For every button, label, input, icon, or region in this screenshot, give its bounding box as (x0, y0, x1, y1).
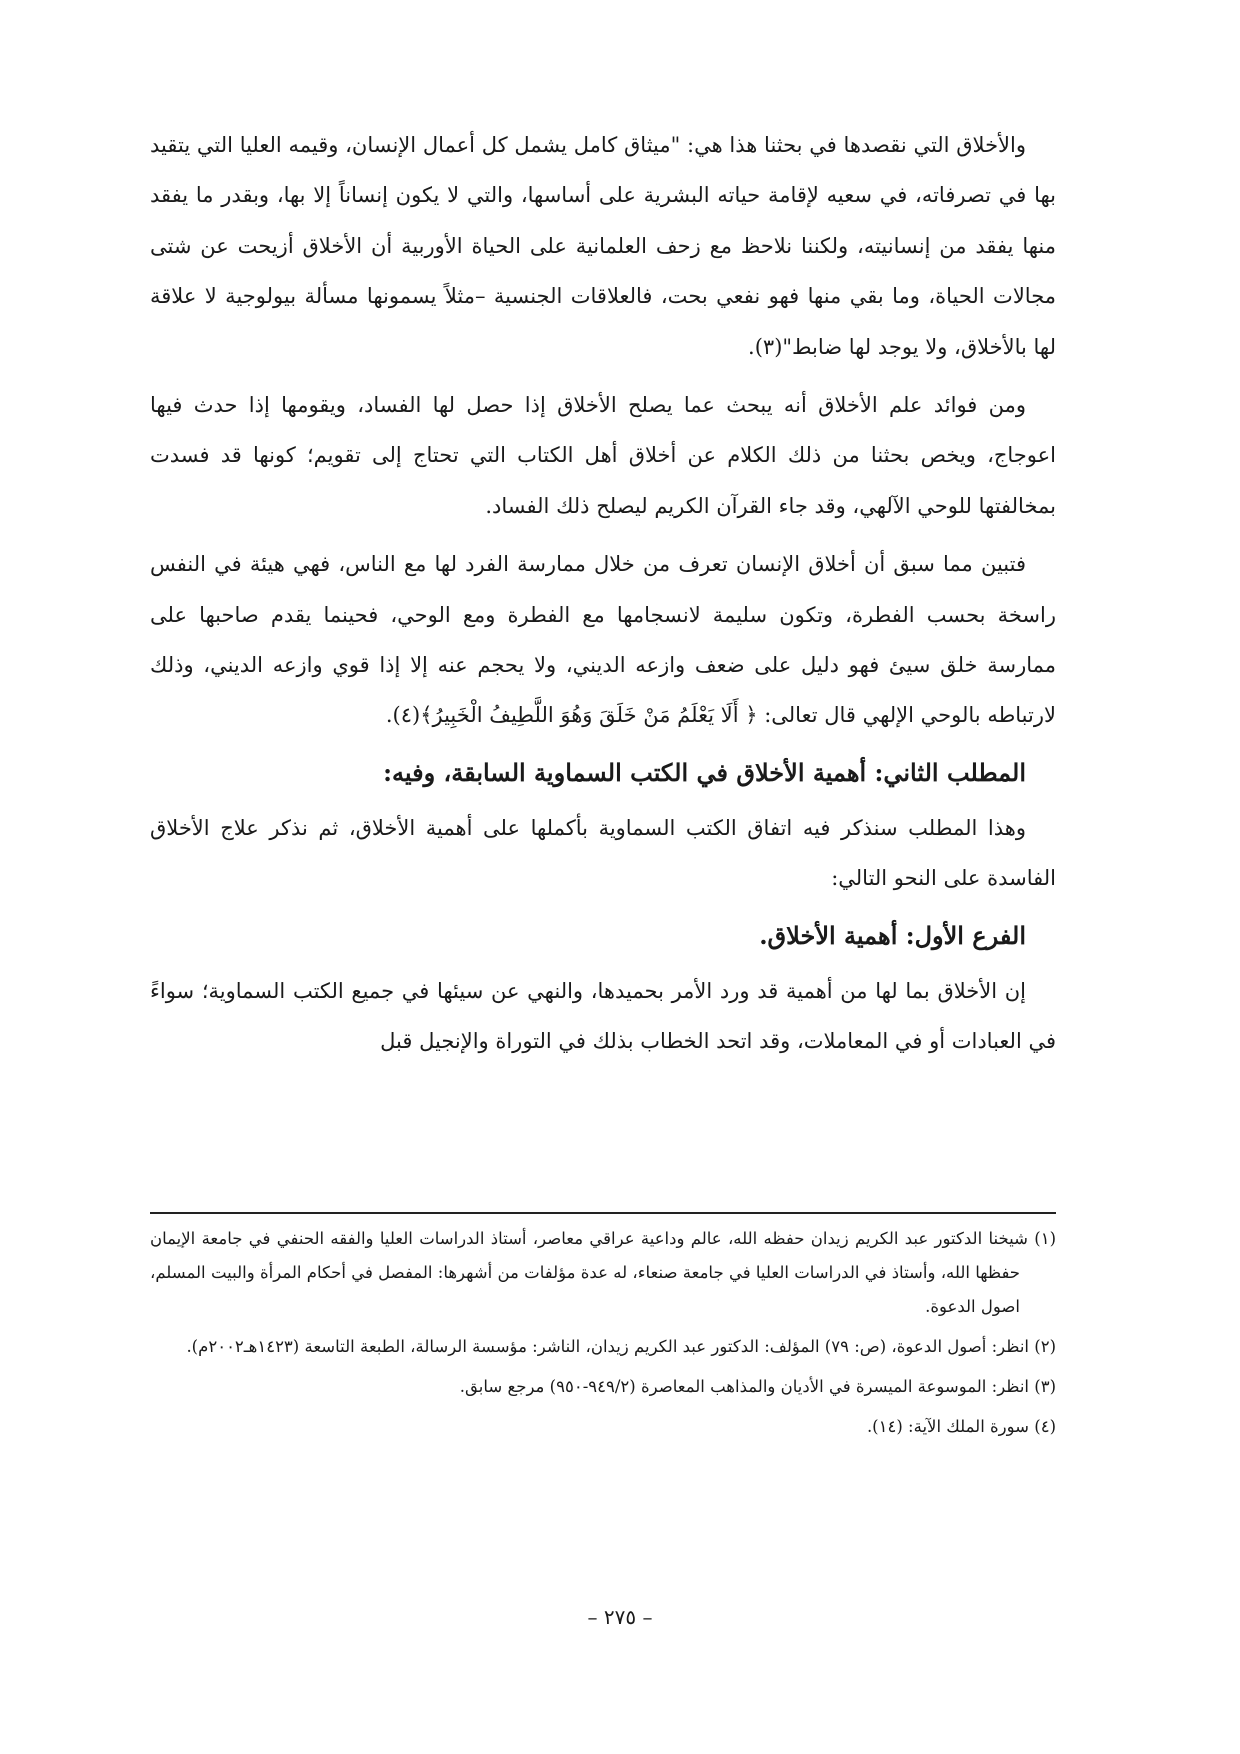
paragraph-1: والأخلاق التي نقصدها في بحثنا هذا هي: "ميثاق كامل يشمل كل أعمال الإنسان، وقيمه العليا التي يتقيد بها في تصرفاته، في سعيه لإقامة حياته البشرية على أساسها، والتي لا يكون إنساناً إلا بها، وبقدر ما يفقد منها يفقد من إنسانيته، ولكننا نلاحظ مع زحف العلمانية على الحياة الأوربية أن الأخلاق أزيحت عن شتى مجالات الحياة، وما بقي منها فهو نفعي بحت، فالعلاقات الجنسية –مثلاً يسمونها مسألة بيولوجية لا علاقة لها بالأخلاق، ولا يوجد لها ضابط"(٣). (150, 133, 1056, 359)
footnote-4: (٤) سورة الملك الآية: (١٤). (866, 1417, 1056, 1436)
footnote-divider (150, 1212, 1056, 1214)
main-text (150, 120, 1056, 1075)
paragraph-5: إن الأخلاق بما لها من أهمية قد ورد الأمر بحميدها، والنهي عن سيئها في جميع الكتب السماوية؛ سواءً في العبادات أو في المعاملات، وقد اتحد الخطاب بذلك في التوراة والإنجيل قبل (150, 978, 1056, 1054)
section-heading: المطلب الثاني: أهمية الأخلاق في الكتب السماوية السابقة، وفيه: (383, 757, 1026, 787)
footnote-2: (٢) انظر: أصول الدعوة، (ص: ٧٩) المؤلف: الدكتور عبد الكريم زيدان، الناشر: مؤسسة الرسالة، الطبعة التاسعة (١٤٢٣هـ٢٠٠٢م). (186, 1337, 1056, 1356)
footnote-3: (٣) انظر: الموسوعة الميسرة في الأديان والمذاهب المعاصرة (٩٤٩/٢-٩٥٠) مرجع سابق. (459, 1377, 1056, 1396)
paragraph-4: وهذا المطلب سنذكر فيه اتفاق الكتب السماوية بأكملها على أهمية الأخلاق، ثم نذكر علاج الأخلاق الفاسدة على النحو التالي: (150, 815, 1056, 891)
paragraph-3: فتبين مما سبق أن أخلاق الإنسان تعرف من خلال ممارسة الفرد لها مع الناس، فهي هيئة في النفس راسخة بحسب الفطرة، وتكون سليمة لانسجامها مع الفطرة ومع الوحي، فحينما يقدم صاحبها على ممارسة خلق سيئ فهو دليل على ضعف وازعه الديني، ولا يحجم عنه إلا إذا قوي وازعه الديني، وذلك لارتباطه بالوحي الإلهي قال تعالى: ﴿ أَلَا يَعْلَمُ مَنْ خَلَقَ وَهُوَ اللَّطِيفُ الْخَبِيرُ﴾(٤). (150, 552, 1056, 728)
paragraph-2: ومن فوائد علم الأخلاق أنه يبحث عما يصلح الأخلاق إذا حصل لها الفساد، ويقومها إذا حدث فيها اعوجاج، ويخص بحثنا من ذلك الكلام عن أخلاق أهل الكتاب التي تحتاج إلى تقويم؛ كونها قد فسدت بمخالفتها للوحي الآلهي، وقد جاء القرآن الكريم ليصلح ذلك الفساد. (150, 393, 1056, 518)
page-number: – ٢٧٥ – (587, 1605, 653, 1629)
footnote-1: (١) شيخنا الدكتور عبد الكريم زيدان حفظه الله، عالم وداعية عراقي معاصر، أستاذ الدراسات العليا والفقه الحنفي في جامعة الإيمان حفظها الله، وأستاذ في الدراسات العليا في جامعة صنعاء، له عدة مؤلفات من أشهرها: المفصل في أحكام المرأة والبيت المسلم، اصول الدعوة. (150, 1229, 1056, 1316)
footnotes (150, 1222, 1056, 1450)
subsection-heading: الفرع الأول: أهمية الأخلاق. (759, 920, 1026, 950)
